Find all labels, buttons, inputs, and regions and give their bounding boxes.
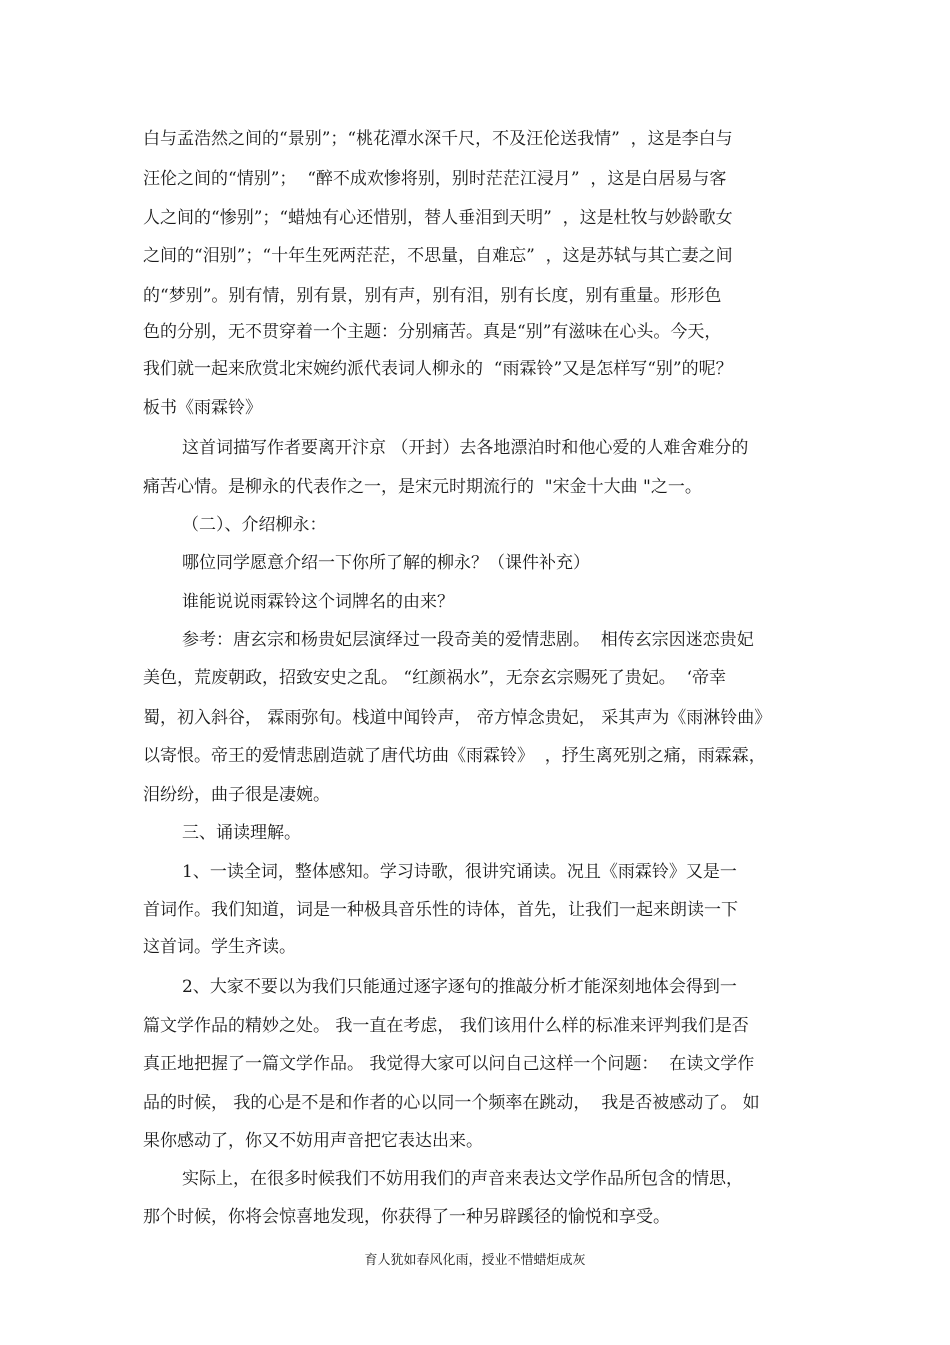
- body-line-26: 品的时候， 我的心是不是和作者的心以同一个频率在跳动， 我是否被感动了。 如: [143, 1093, 760, 1113]
- body-line-4: 之间的“泪别”；“十年生死两茫茫，不思量，自难忘” ，这是苏轼与其亡妻之间: [143, 246, 733, 266]
- body-line-9: 这首词描写作者要离开汴京 （开封）去各地漂泊时和他心爱的人难舍难分的: [182, 438, 749, 458]
- body-line-7: 我们就一起来欣赏北宋婉约派代表词人柳永的 “雨霖铃”又是怎样写“别”的呢？: [143, 359, 733, 379]
- body-line-13: 谁能说说雨霖铃这个词牌名的由来？: [182, 592, 454, 612]
- body-line-22: 这首词。学生齐读。: [143, 937, 296, 957]
- page-footer: 育人犹如春风化雨，授业不惜蜡炬成灰: [364, 1253, 586, 1268]
- body-line-28: 实际上，在很多时候我们不妨用我们的声音来表达文学作品所包含的情思，: [182, 1169, 743, 1189]
- body-line-8: 板书《雨霖铃》: [143, 398, 262, 418]
- body-line-27: 果你感动了，你又不妨用声音把它表达出来。: [143, 1131, 483, 1151]
- body-line-17: 以寄恨。帝王的爱情悲剧造就了唐代坊曲《雨霖铃》 ，抒生离死别之痛，雨霖霖，: [143, 746, 766, 766]
- body-line-15: 美色，荒废朝政，招致安史之乱。 “红颜祸水”，无奈玄宗赐死了贵妃。 ‘帝幸: [143, 668, 726, 688]
- body-line-6: 色的分别，无不贯穿着一个主题：分别痛苦。真是“别”有滋味在心头。今天，: [143, 322, 722, 342]
- body-line-16: 蜀，初入斜谷， 霖雨弥旬。栈道中闻铃声， 帝方悼念贵妃， 采其声为《雨淋铃曲》: [143, 708, 772, 728]
- body-line-18: 泪纷纷，曲子很是凄婉。: [143, 785, 330, 805]
- body-line-12: 哪位同学愿意介绍一下你所了解的柳永？（课件补充）: [182, 553, 590, 573]
- body-line-14: 参考：唐玄宗和杨贵妃层演绎过一段奇美的爱情悲剧。 相传玄宗因迷恋贵妃: [182, 630, 754, 650]
- section-heading-liu-yong: （二）、介绍柳永：: [182, 515, 327, 535]
- section-heading-recitation: 三、诵读理解。: [182, 823, 301, 843]
- body-line-24: 篇文学作品的精妙之处。 我一直在考虑， 我们该用什么样的标准来评判我们是否: [143, 1016, 749, 1036]
- body-line-2: 汪伦之间的“情别”； “醉不成欢惨将别，别时茫茫江浸月” ，这是白居易与客: [143, 169, 727, 189]
- body-line-20: 1、一读全词，整体感知。学习诗歌，很讲究诵读。况且《雨霖铃》又是一: [182, 862, 737, 882]
- body-line-5: 的“梦别”。别有情，别有景，别有声，别有泪，别有长度，别有重量。形形色: [143, 286, 722, 306]
- body-line-10: 痛苦心情。是柳永的代表作之一，是宋元时期流行的 "宋金十大曲 "之一。: [143, 477, 702, 497]
- body-line-21: 首词作。我们知道，词是一种极具音乐性的诗体，首先，让我们一起来朗读一下: [143, 900, 738, 920]
- body-line-25: 真正地把握了一篇文学作品。 我觉得大家可以问自己这样一个问题： 在读文学作: [143, 1054, 755, 1074]
- body-line-3: 人之间的“惨别”；“蜡烛有心还惜别，替人垂泪到天明” ，这是杜牧与妙龄歌女: [143, 208, 733, 228]
- body-line-1: 白与孟浩然之间的“景别”；“桃花潭水深千尺，不及汪伦送我情” ，这是李白与: [143, 129, 733, 149]
- body-line-29: 那个时候，你将会惊喜地发现，你获得了一种另辟蹊径的愉悦和享受。: [143, 1207, 670, 1227]
- body-line-23: 2、大家不要以为我们只能通过逐字逐句的推敲分析才能深刻地体会得到一: [182, 977, 737, 997]
